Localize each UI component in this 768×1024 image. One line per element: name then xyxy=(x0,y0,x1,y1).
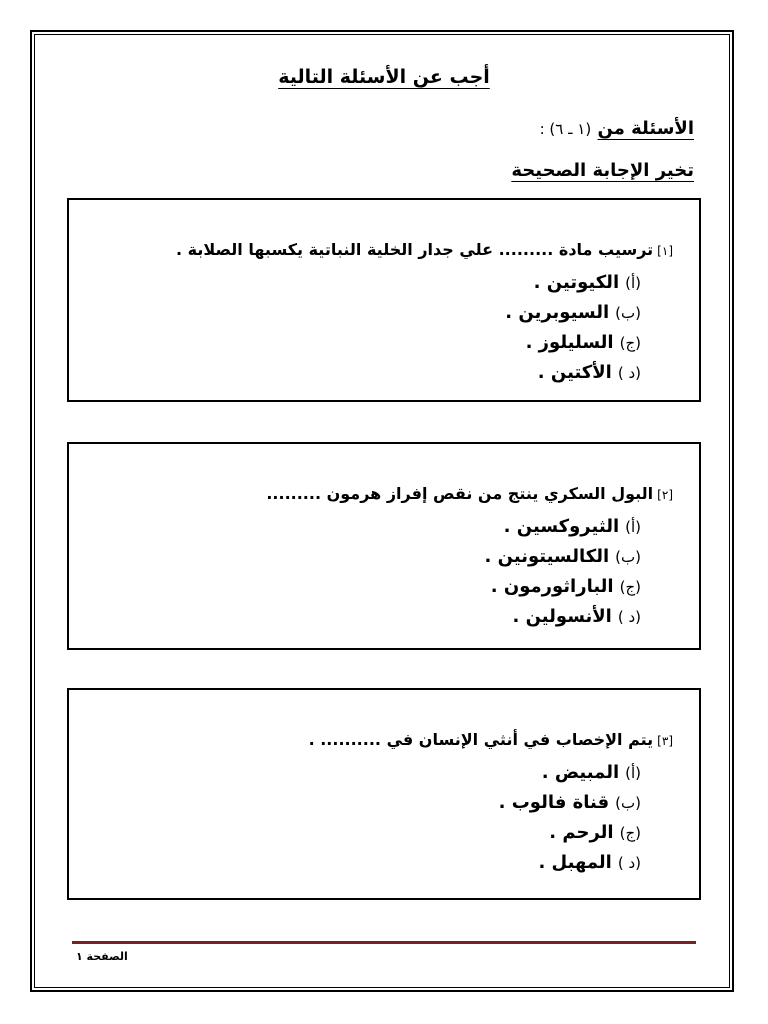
option-label: (ب) xyxy=(615,794,641,812)
answer-option[interactable] xyxy=(504,516,641,537)
answer-option[interactable] xyxy=(534,272,641,293)
option-text: الأنسولين . xyxy=(512,606,612,627)
option-label: (ج) xyxy=(619,334,641,352)
question-stem xyxy=(266,484,673,503)
page-title xyxy=(0,66,768,88)
answer-option[interactable] xyxy=(526,332,641,353)
option-text: المبيض . xyxy=(541,762,620,783)
option-text: الثيروكسين . xyxy=(503,516,620,537)
question-text: يتم الإخصاب في أنثي الإنسان في .......... . xyxy=(308,730,654,749)
option-text: الكالسيتونين . xyxy=(484,546,610,567)
answer-option[interactable] xyxy=(491,576,641,597)
option-label: (أ) xyxy=(625,764,641,782)
question-number: [٢] xyxy=(657,488,673,502)
answer-option[interactable] xyxy=(549,822,641,843)
option-text: السليلوز . xyxy=(525,332,614,353)
option-label: (أ) xyxy=(625,274,641,292)
question-stem xyxy=(309,730,673,749)
option-text: المهبل . xyxy=(538,852,612,873)
option-text: السيوبرين . xyxy=(505,302,610,323)
question-number: [٣] xyxy=(657,734,673,748)
footer-rule xyxy=(72,941,696,944)
option-text: قناة فالوب . xyxy=(498,792,610,813)
option-label: (ب) xyxy=(615,548,641,566)
instruction-heading xyxy=(511,160,694,181)
section-label: الأسئلة من xyxy=(597,118,694,139)
question-box xyxy=(67,688,701,900)
option-label: (د ) xyxy=(617,364,641,382)
option-label: (ج) xyxy=(619,824,641,842)
question-stem xyxy=(176,240,673,259)
option-label: (ج) xyxy=(619,578,641,596)
option-text: الكيوتين . xyxy=(533,272,620,293)
option-label: (د ) xyxy=(617,854,641,872)
question-box xyxy=(67,442,701,650)
page-title-text: أجب عن الأسئلة التالية xyxy=(278,66,490,88)
section-heading xyxy=(540,118,694,139)
answer-option[interactable] xyxy=(538,362,641,383)
option-text: الأكتين . xyxy=(537,362,612,383)
answer-option[interactable] xyxy=(542,762,641,783)
option-label: (د ) xyxy=(617,608,641,626)
section-range: (١ ـ ٦) : xyxy=(539,120,592,138)
answer-option[interactable] xyxy=(499,792,641,813)
option-label: (ب) xyxy=(615,304,641,322)
answer-option[interactable] xyxy=(513,606,642,627)
option-text: الباراثورمون . xyxy=(490,576,614,597)
question-text: ترسيب مادة ......... علي جدار الخلية النباتية يكسبها الصلابة . xyxy=(176,240,654,259)
question-box xyxy=(67,198,701,402)
page-number: الصفحة ١ xyxy=(76,950,128,963)
answer-option[interactable] xyxy=(485,546,641,567)
answer-option[interactable] xyxy=(538,852,641,873)
answer-option[interactable] xyxy=(505,302,641,323)
option-text: الرحم . xyxy=(549,822,614,843)
instruction-text: تخير الإجابة الصحيحة xyxy=(511,160,694,181)
question-text: البول السكري ينتج من نقص إفراز هرمون ......... xyxy=(266,484,654,503)
question-number: [١] xyxy=(657,244,673,258)
option-label: (أ) xyxy=(625,518,641,536)
